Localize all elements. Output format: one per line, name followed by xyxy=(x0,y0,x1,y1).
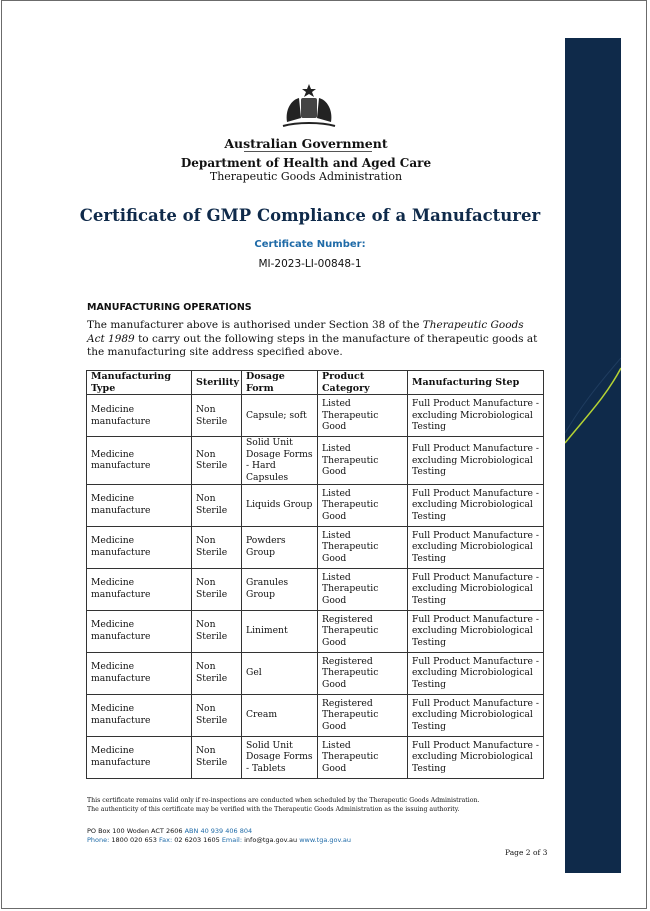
certificate-number: MI-2023-LI-00848-1 xyxy=(258,258,362,270)
contact-line-2 xyxy=(87,836,351,845)
table-cell: Registered Therapeutic Good xyxy=(318,610,408,652)
email-label: Email: xyxy=(221,835,243,844)
table-cell: Medicine manufacture xyxy=(87,437,192,484)
column-header: Product Category xyxy=(318,371,408,395)
abn-label: ABN xyxy=(184,827,199,835)
table-cell: Non Sterile xyxy=(192,736,242,778)
table-cell: Solid Unit Dosage Forms - Tablets xyxy=(242,736,318,778)
table-cell: Medicine manufacture xyxy=(87,526,192,568)
table-cell: Liniment xyxy=(242,610,318,652)
table-cell: Non Sterile xyxy=(192,568,242,610)
phone-value: 1800 020 653 xyxy=(111,835,157,844)
table-cell: Medicine manufacture xyxy=(87,736,192,778)
table-cell: Medicine manufacture xyxy=(87,610,192,652)
table-cell: Non Sterile xyxy=(192,652,242,694)
table-cell: Non Sterile xyxy=(192,694,242,736)
phone-label: Phone: xyxy=(87,835,110,844)
table-cell: Capsule; soft xyxy=(242,395,318,437)
table-cell: Listed Therapeutic Good xyxy=(318,526,408,568)
validity-footnote xyxy=(87,797,479,814)
table-cell: Listed Therapeutic Good xyxy=(318,395,408,437)
table-cell: Medicine manufacture xyxy=(87,484,192,526)
table-cell: Registered Therapeutic Good xyxy=(318,694,408,736)
table-cell: Full Product Manufacture - excluding Microbiological Testing xyxy=(408,652,544,694)
operations-table xyxy=(86,370,544,779)
table-cell: Solid Unit Dosage Forms - Hard Capsules xyxy=(242,437,318,484)
page-number: Page 2 of 3 xyxy=(505,848,548,857)
table-row xyxy=(87,652,544,694)
table-cell: Listed Therapeutic Good xyxy=(318,568,408,610)
website-link[interactable]: www.tga.gov.au xyxy=(299,835,351,844)
postal-address: PO Box 100 Woden ACT 2606 xyxy=(87,827,183,835)
email-link[interactable]: info@tga.gov.au xyxy=(244,835,298,844)
table-cell: Registered Therapeutic Good xyxy=(318,652,408,694)
contact-line-1 xyxy=(87,827,351,836)
column-header: Manufacturing Type xyxy=(87,371,192,395)
table-cell: Non Sterile xyxy=(192,395,242,437)
table-cell: Medicine manufacture xyxy=(87,568,192,610)
table-row xyxy=(87,694,544,736)
agency-name: Therapeutic Goods Administration xyxy=(209,170,403,183)
table-cell: Gel xyxy=(242,652,318,694)
table-cell: Non Sterile xyxy=(192,610,242,652)
table-cell: Medicine manufacture xyxy=(87,652,192,694)
table-cell: Medicine manufacture xyxy=(87,395,192,437)
table-cell: Listed Therapeutic Good xyxy=(318,484,408,526)
table-cell: Full Product Manufacture - excluding Microbiological Testing xyxy=(408,694,544,736)
column-header: Dosage Form xyxy=(242,371,318,395)
table-cell: Full Product Manufacture - excluding Microbiological Testing xyxy=(408,395,544,437)
table-row xyxy=(87,437,544,484)
department-name: Department of Health and Aged Care xyxy=(180,156,432,170)
section-heading: MANUFACTURING OPERATIONS xyxy=(87,302,252,313)
footnote-line: The authenticity of this certificate may be verified with the Therapeutic Goods Administration as the issuing authority. xyxy=(87,805,460,813)
table-cell: Listed Therapeutic Good xyxy=(318,736,408,778)
table-row xyxy=(87,610,544,652)
table-cell: Non Sterile xyxy=(192,484,242,526)
table-cell: Granules Group xyxy=(242,568,318,610)
table-cell: Full Product Manufacture - excluding Microbiological Testing xyxy=(408,736,544,778)
act-name: Therapeutic Goods Act 1989 xyxy=(87,319,524,345)
fax-label: Fax: xyxy=(158,835,173,844)
table-row xyxy=(87,484,544,526)
table-row xyxy=(87,395,544,437)
table-cell: Listed Therapeutic Good xyxy=(318,437,408,484)
contact-block xyxy=(87,827,351,844)
column-header: Sterility xyxy=(192,371,242,395)
intro-paragraph xyxy=(87,319,542,360)
table-cell: Full Product Manufacture - excluding Microbiological Testing xyxy=(408,526,544,568)
table-cell: Full Product Manufacture - excluding Microbiological Testing xyxy=(408,568,544,610)
intro-text-start: The manufacturer above is authorised under Section 38 of the xyxy=(87,319,423,331)
fax-value: 02 6203 1605 xyxy=(174,835,220,844)
table-cell: Full Product Manufacture - excluding Microbiological Testing xyxy=(408,484,544,526)
header-divider xyxy=(244,151,372,152)
table-row xyxy=(87,736,544,778)
footnote-line: This certificate remains valid only if re-inspections are conducted when scheduled by the Therapeutic Goods Administration. xyxy=(87,797,480,804)
column-header: Manufacturing Step xyxy=(408,371,544,395)
table-row xyxy=(87,568,544,610)
table-cell: Liquids Group xyxy=(242,484,318,526)
table-cell: Full Product Manufacture - excluding Microbiological Testing xyxy=(408,610,544,652)
certificate-number-label: Certificate Number: xyxy=(254,239,366,250)
intro-text-end: to carry out the following steps in the manufacture of therapeutic goods at the manufacturing site address specified above. xyxy=(87,332,538,358)
table-cell: Powders Group xyxy=(242,526,318,568)
certificate-title: Certificate of GMP Compliance of a Manufacturer xyxy=(79,206,541,225)
table-cell: Non Sterile xyxy=(192,526,242,568)
table-cell: Non Sterile xyxy=(192,437,242,484)
table-cell: Full Product Manufacture - excluding Microbiological Testing xyxy=(408,437,544,484)
abn-value: 40 939 406 804 xyxy=(200,827,253,835)
table-row xyxy=(87,526,544,568)
table-header-row xyxy=(87,371,544,395)
table-cell: Medicine manufacture xyxy=(87,694,192,736)
government-name: Australian Government xyxy=(224,136,388,151)
coat-of-arms-icon xyxy=(277,82,341,132)
table-cell: Cream xyxy=(242,694,318,736)
